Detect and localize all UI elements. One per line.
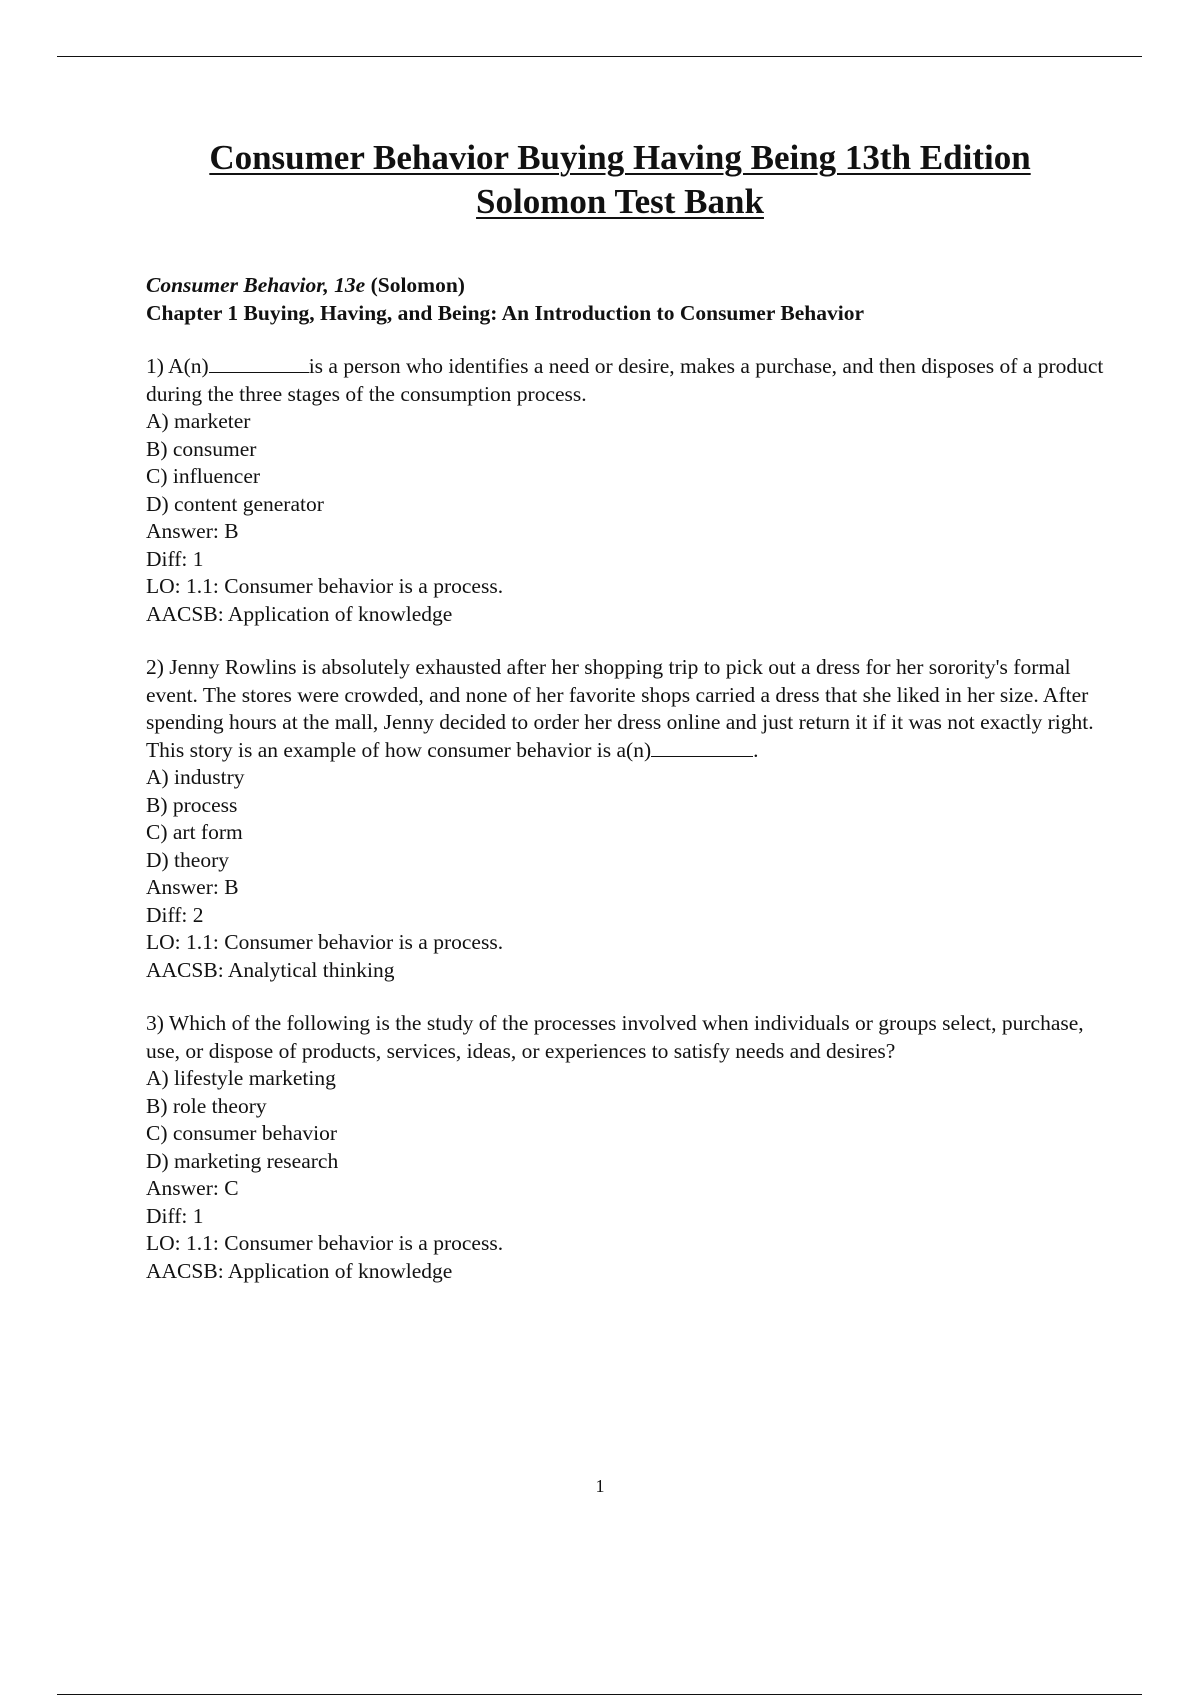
bottom-rule	[57, 1694, 1142, 1695]
title-line-2: Solomon Test Bank	[476, 182, 764, 221]
diff-line: Diff: 2	[146, 902, 204, 927]
question-1	[146, 353, 1106, 628]
page-number: 1	[595, 1476, 605, 1496]
diff-line: Diff: 1	[146, 546, 204, 571]
aacsb-line: AACSB: Application of knowledge	[146, 1258, 453, 1283]
lo-line: LO: 1.1: Consumer behavior is a process.	[146, 930, 504, 954]
diff-line: Diff: 1	[146, 1203, 204, 1228]
aacsb-line: AACSB: Application of knowledge	[146, 601, 453, 626]
lo-line: LO: 1.1: Consumer behavior is a process.	[146, 574, 504, 598]
question-2	[146, 654, 1106, 984]
lo-line: LO: 1.1: Consumer behavior is a process.	[146, 1231, 504, 1255]
answer-line: Answer: C	[146, 1176, 239, 1200]
aacsb-line: AACSB: Analytical thinking	[146, 957, 395, 982]
option-a: A) marketer	[146, 409, 251, 433]
page-content	[146, 272, 1106, 1285]
option-d: D) content generator	[146, 491, 324, 516]
book-title: Consumer Behavior, 13e	[146, 273, 366, 297]
option-b: B) process	[146, 792, 238, 817]
top-rule	[57, 56, 1142, 57]
option-d: D) theory	[146, 847, 229, 872]
option-d: D) marketing research	[146, 1148, 339, 1173]
question-stem: 3) Which of the following is the study of the processes involved when individuals or groups select, purchase, use, or dispose of products, services, ideas, or experiences to satisfy needs and desires?	[146, 1011, 1084, 1063]
option-c: C) consumer behavior	[146, 1121, 338, 1145]
option-a: A) lifestyle marketing	[146, 1066, 336, 1090]
chapter-heading: Chapter 1 Buying, Having, and Being: An Introduction to Consumer Behavior	[146, 300, 864, 325]
answer-blank	[651, 738, 753, 757]
answer-blank	[209, 354, 309, 373]
option-c: C) art form	[146, 820, 243, 844]
book-line	[146, 272, 1106, 300]
option-b: B) consumer	[146, 436, 257, 461]
option-b: B) role theory	[146, 1093, 267, 1118]
book-author: (Solomon)	[365, 273, 465, 297]
question-stem: 2) Jenny Rowlins is absolutely exhausted after her shopping trip to pick out a dress for her sorority's formal event. The stores were crowded, and none of her favorite shops carried a dress that she liked in her size. After spending hours at the mall, Jenny decided to order her dress online and just return it if it was not exactly right. This story is an example of how consumer behavior is a(n) .	[146, 655, 1094, 762]
answer-line: Answer: B	[146, 519, 239, 543]
question-stem: 1) A(n) is a person who identifies a need or desire, makes a purchase, and then disposes of a product during the three stages of the consumption process.	[146, 354, 1104, 406]
title-line-1: Consumer Behavior Buying Having Being 13th Edition	[209, 138, 1031, 177]
answer-line: Answer: B	[146, 875, 239, 899]
option-a: A) industry	[146, 765, 245, 789]
question-3	[146, 1010, 1106, 1285]
document-title	[100, 136, 1140, 224]
option-c: C) influencer	[146, 464, 261, 488]
